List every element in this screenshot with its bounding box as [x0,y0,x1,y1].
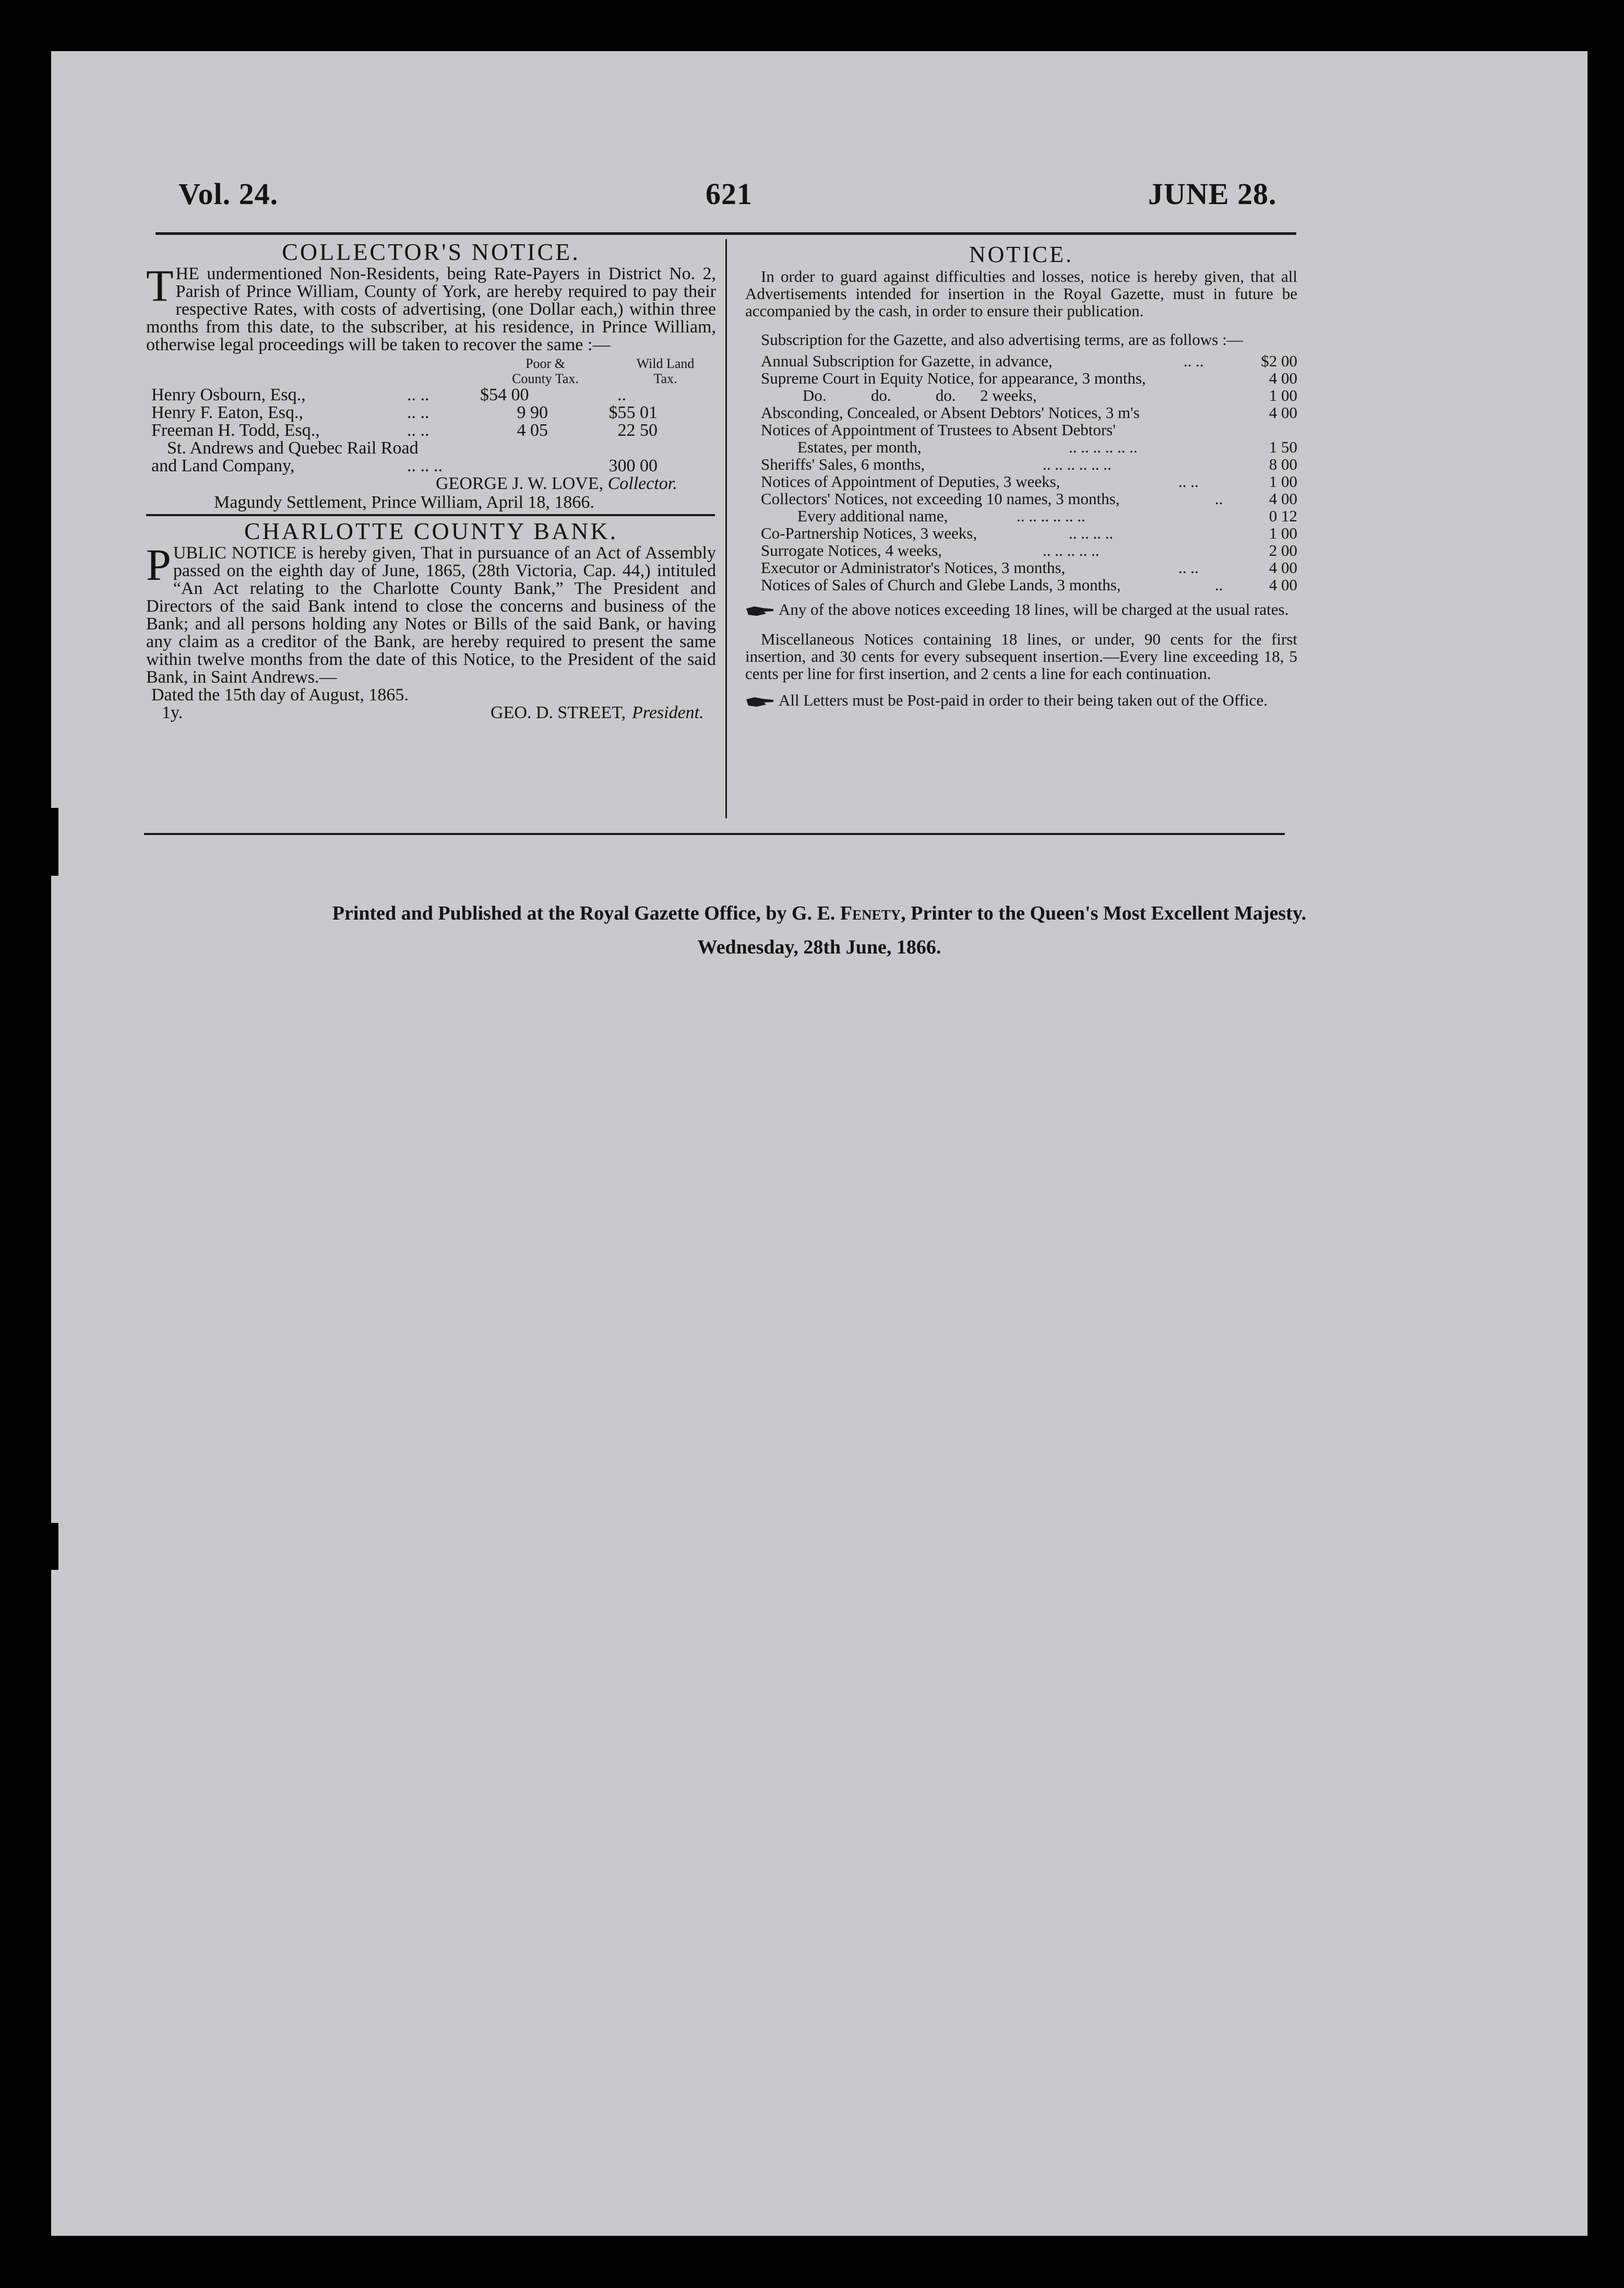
rate-amount: 4 00 [1269,490,1297,508]
table-row [761,490,1297,507]
table-row [761,387,1297,404]
exceeding-note [745,601,1297,619]
tax-table [146,386,716,475]
wild-land-header-line1: Wild Land [636,356,695,371]
table-row [761,525,1297,542]
dropcap: T [146,260,174,311]
leader-dots: .. .. [1178,558,1199,577]
rate-amount: 8 00 [1269,455,1297,473]
table-row [761,542,1297,559]
poor-tax-value: 4 05 [517,421,548,440]
notice-title: NOTICE. [969,242,1074,267]
header-rule [156,232,1296,235]
leader-dots: .. .. .. .. [1069,524,1114,542]
charlotte-bank-body [146,540,716,687]
table-row [761,370,1297,387]
leader-dots: .. .. .. .. .. .. [1043,455,1112,473]
pointing-hand-icon [745,694,774,710]
publication-date: Wednesday, 28th June, 1866. [697,936,941,958]
collector-signature [146,475,716,494]
rates-table [745,352,1297,593]
leader-dots: .. [1215,576,1223,594]
issue-date: JUNE 28. [1148,177,1277,211]
wild-land-value: .. [617,385,626,404]
footer-rule [144,833,1285,835]
rate-label: Every additional name, [797,507,948,525]
rate-amount: 2 00 [1269,541,1297,559]
charlotte-bank-text: UBLIC NOTICE is hereby given, That in pursuance of an Act of Assembly passed on the eighth day of June, 1865, (28th Victoria, Cap. 44,) intituled “An Act relating to the Charlotte County Bank,” The President and Directors of the said Bank intend to close the concerns and business of the Bank; and all persons holding any Notes or Bills of the said Bank, or having any claim as a creditor of the Bank, are hereby required to present the same within twelve months from the date of this Notice, to the President of the said Bank, in Saint Andrews.— [146,543,716,687]
rate-label: Executor or Administrator's Notices, 3 months, [761,558,1066,577]
ratepayer-name: Henry F. Eaton, Esq., [151,403,303,422]
charlotte-bank-notice [146,518,716,722]
letters-note [745,692,1297,710]
leader-dots: .. .. [407,385,429,404]
leader-dots: .. .. [1184,352,1204,370]
rate-label: Notices of Appointment of Deputies, 3 weeks, [761,472,1060,491]
ratepayer-name: Henry Osbourn, Esq., [151,385,306,404]
poor-tax-header-line2: County Tax. [512,371,579,386]
right-column [745,242,1297,710]
rate-label: Estates, per month, [797,438,922,456]
leader-dots: .. .. [407,403,429,422]
rate-label: Absconding, Concealed, or Absent Debtors' Notices, 3 m's [761,403,1140,422]
binding-notch [51,808,58,876]
letters-note-text: All Letters must be Post-paid in order to their being taken out of the Office. [779,690,1268,709]
page-number: 621 [706,177,753,211]
rate-amount: 4 00 [1269,576,1297,594]
section-rule [146,514,715,516]
rate-amount: 0 12 [1269,507,1297,525]
wild-land-value: 300 00 [608,456,658,475]
insertion-term: 1y. [162,703,183,722]
wild-land-value: 22 50 [617,421,658,440]
rate-amount: 4 00 [1269,369,1297,387]
collector-title: Collector. [607,474,677,493]
subscription-intro: Subscription for the Gazette, and also advertising terms, are as follows :— [761,330,1243,349]
pointing-hand-icon [745,603,774,619]
table-row [761,473,1297,490]
left-column [146,239,716,722]
poor-tax-header-line1: Poor & [526,356,565,371]
printer-imprint [51,902,1587,925]
rate-amount: 4 00 [1269,558,1297,577]
rate-label: Notices of Sales of Church and Glebe Lands, 3 months, [761,576,1121,594]
ratepayer-name: Freeman H. Todd, Esq., [151,421,320,440]
table-row [151,457,716,475]
rate-label: Notices of Appointment of Trustees to Absent Debtors' [761,421,1116,439]
printer-name: Fenety [840,902,901,924]
leader-dots: .. [1215,490,1223,508]
rate-label: Surrogate Notices, 4 weeks, [761,541,942,559]
volume-label: Vol. 24. [178,177,279,211]
collectors-dateline: Magundy Settlement, Prince William, April 18, 1866. [214,493,594,512]
collector-name: GEORGE J. W. LOVE, [436,474,604,493]
rate-amount: 1 00 [1269,386,1297,404]
table-row [761,438,1297,456]
imprint-text: Printed and Published at the Royal Gazette Office, by G. E. [332,902,840,924]
rate-amount: $2 00 [1261,352,1297,370]
rate-label: Supreme Court in Equity Notice, for appearance, 3 months, [761,369,1146,387]
tax-column-headers [146,356,716,386]
leader-dots: .. .. .. [407,456,443,475]
imprint-text-end: , Printer to the Queen's Most Excellent Majesty. [901,902,1307,924]
wild-land-header-line2: Tax. [653,371,677,386]
collectors-notice-text: HE undermentioned Non-Residents, being Rate-Payers in District No. 2, Parish of Prince William, County of York, are hereby required to pay their respective Rates, with costs of advertising, (one Dollar each,) within three months from this date, to the subscriber, at his residence, in Prince William, otherwise legal proceedings will be taken to recover the same :— [146,264,716,354]
ratepayer-name: and Land Company, [151,456,295,475]
dropcap: P [146,540,171,590]
table-row [761,507,1297,525]
collectors-notice-title: COLLECTOR'S NOTICE. [282,239,580,265]
rate-amount: 1 00 [1269,472,1297,491]
leader-dots: .. .. .. .. .. [1043,541,1100,559]
charlotte-bank-title: CHARLOTTE COUNTY BANK. [244,518,618,544]
company-line: St. Andrews and Quebec Rail Road [167,438,419,458]
collectors-notice-body [146,260,716,354]
rate-amount: 1 50 [1269,438,1297,456]
leader-dots: .. .. [1178,472,1199,491]
table-row [761,576,1297,593]
charlotte-bank-signature [146,704,716,722]
exceeding-note-text: Any of the above notices exceeding 18 lines, will be charged at the usual rates. [779,600,1289,618]
rate-label: Do. do. do. 2 weeks, [803,386,1037,404]
rate-label: Co-Partnership Notices, 3 weeks, [761,524,977,542]
gazette-page [51,51,1587,2236]
table-row [151,386,716,404]
rate-amount [1241,421,1297,438]
leader-dots: .. .. .. .. .. .. [1069,438,1138,456]
table-row [761,352,1297,370]
column-divider [725,239,727,818]
table-row [761,421,1297,438]
poor-tax-value: 9 90 [517,403,548,422]
collectors-notice [146,239,716,513]
notice-intro: In order to guard against difficulties and losses, notice is hereby given, that all Advertisements intended for insertion in the Royal Gazette, must in future be accompanied by the cash, in order to ensure their publication. [745,267,1297,320]
binding-notch [51,1523,58,1570]
table-row [151,422,716,439]
table-row [151,404,716,422]
leader-dots: .. .. .. .. .. .. [1017,507,1085,525]
table-row [761,559,1297,576]
president-name: GEO. D. STREET, [491,703,626,722]
charlotte-bank-dated: Dated the 15th day of August, 1865. [151,685,409,705]
poor-tax-value: $54 00 [480,385,529,404]
rate-label: Sheriffs' Sales, 6 months, [761,455,925,473]
president-title: President. [632,703,704,722]
rate-label: Collectors' Notices, not exceeding 10 names, 3 months, [761,490,1120,508]
misc-notice: Miscellaneous Notices containing 18 lines, or under, 90 cents for the first insertion, and 30 cents for every subsequent insertion.—Every line exceeding 18, 5 cents per line for first insertion, and 2 cents a line for each continuation. [745,629,1297,683]
rate-label: Annual Subscription for Gazette, in advance, [761,352,1053,370]
wild-land-value: $55 01 [608,403,658,422]
table-row [761,404,1297,421]
leader-dots: .. .. [407,421,429,440]
rate-amount: 4 00 [1269,403,1297,422]
table-row [761,456,1297,473]
rate-amount: 1 00 [1269,524,1297,542]
